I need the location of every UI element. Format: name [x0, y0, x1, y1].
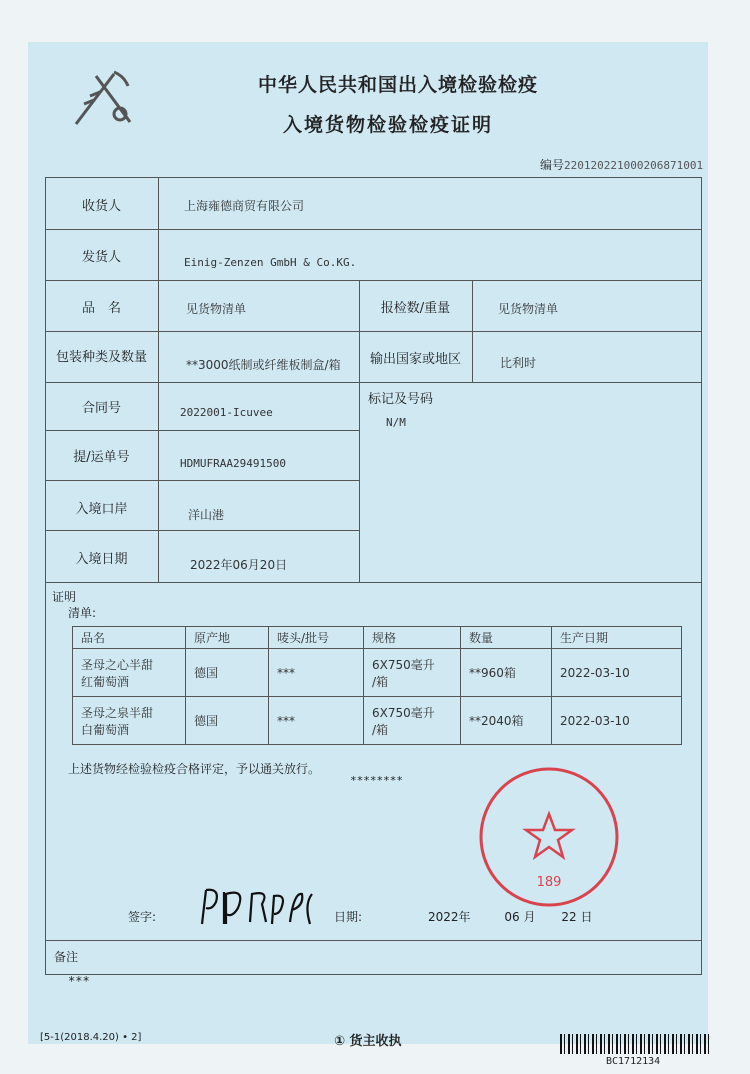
- goods-list-table: [72, 626, 682, 745]
- port-label: 入境口岸: [75, 502, 128, 517]
- marks-label: 标记及号码: [368, 392, 434, 407]
- entry-date-label: 入境日期: [75, 552, 128, 567]
- statement-text: 上述货物经检验检疫合格评定，予以通关放行。: [68, 762, 321, 776]
- col-origin: 原产地: [186, 627, 269, 649]
- cell-spec: 6X750毫升 /箱: [364, 697, 461, 745]
- cell-origin: 德国: [186, 697, 269, 745]
- remarks-label: 备注: [54, 950, 79, 964]
- remarks-value: ***: [68, 974, 90, 988]
- cell-production-date: 2022-03-10: [552, 697, 682, 745]
- port-value: 洋山港: [188, 508, 225, 522]
- col-spec: 规格: [364, 627, 461, 649]
- goods-value: 见货物清单: [186, 302, 247, 316]
- bl-label: 提/运单号: [73, 450, 130, 465]
- contract-label: 合同号: [81, 401, 121, 416]
- certificate-label: 证明: [52, 590, 77, 604]
- copy-label: ① 货主收执: [334, 1034, 402, 1049]
- marks-value: N/M: [386, 416, 406, 429]
- table-row: [73, 649, 682, 697]
- title-line1: 中华人民共和国出入境检验检疫: [257, 74, 538, 96]
- sign-date: 2022年 06 月 22 日: [428, 910, 593, 924]
- statement-stars: ********: [350, 774, 403, 787]
- entry-date-value: 2022年06月20日: [190, 558, 288, 572]
- col-marks: 唛头/批号: [269, 627, 364, 649]
- goods-table-header: [73, 627, 682, 649]
- customs-emblem-icon: [70, 64, 146, 130]
- consignee-value: 上海雍德商贸有限公司: [184, 199, 305, 213]
- cell-quantity: **2040箱: [461, 697, 552, 745]
- cell-name: 圣母之心半甜 红葡萄酒: [73, 649, 186, 697]
- table-row: [73, 697, 682, 745]
- form-code: [5-1(2018.4.20) • 2]: [40, 1032, 142, 1043]
- cell-production-date: 2022-03-10: [552, 649, 682, 697]
- title-line2: 入境货物检验检疫证明: [282, 114, 493, 136]
- quantity-label: 报检数/重量: [380, 301, 451, 316]
- barcode-text: BC1712134: [606, 1056, 661, 1067]
- cell-spec: 6X750毫升 /箱: [364, 649, 461, 697]
- consignee-label: 收货人: [81, 199, 121, 214]
- official-seal-icon: [474, 762, 624, 912]
- package-label: 包装种类及数量: [55, 350, 147, 365]
- handwritten-signature: [196, 882, 326, 932]
- col-name: 品名: [73, 627, 186, 649]
- col-quantity: 数量: [461, 627, 552, 649]
- barcode: [560, 1034, 710, 1054]
- contract-value: 2022001-Icuvee: [180, 406, 273, 419]
- certificate-sheet: [28, 42, 708, 1044]
- col-production-date: 生产日期: [552, 627, 682, 649]
- consignor-value: Einig-Zenzen GmbH & Co.KG.: [184, 256, 357, 269]
- date-label: 日期:: [334, 910, 363, 924]
- cell-marks: ***: [269, 649, 364, 697]
- cell-quantity: **960箱: [461, 649, 552, 697]
- bl-value: HDMUFRAA29491500: [180, 457, 286, 470]
- goods-label: 品 名: [81, 301, 121, 316]
- consignor-label: 发货人: [81, 250, 121, 265]
- cell-name: 圣母之泉半甜 白葡萄酒: [73, 697, 186, 745]
- cell-origin: 德国: [186, 649, 269, 697]
- origin-value: 比利时: [500, 356, 537, 370]
- package-value: **3000纸制或纤维板制盒/箱: [186, 358, 341, 372]
- origin-label: 输出国家或地区: [369, 352, 461, 367]
- serial-number: 编号220120221000206871001: [540, 158, 704, 172]
- quantity-value: 见货物清单: [498, 302, 559, 316]
- list-label: 清单:: [68, 606, 97, 620]
- svg-text:189: 189: [536, 875, 562, 890]
- cell-marks: ***: [269, 697, 364, 745]
- sign-label: 签字:: [128, 910, 157, 924]
